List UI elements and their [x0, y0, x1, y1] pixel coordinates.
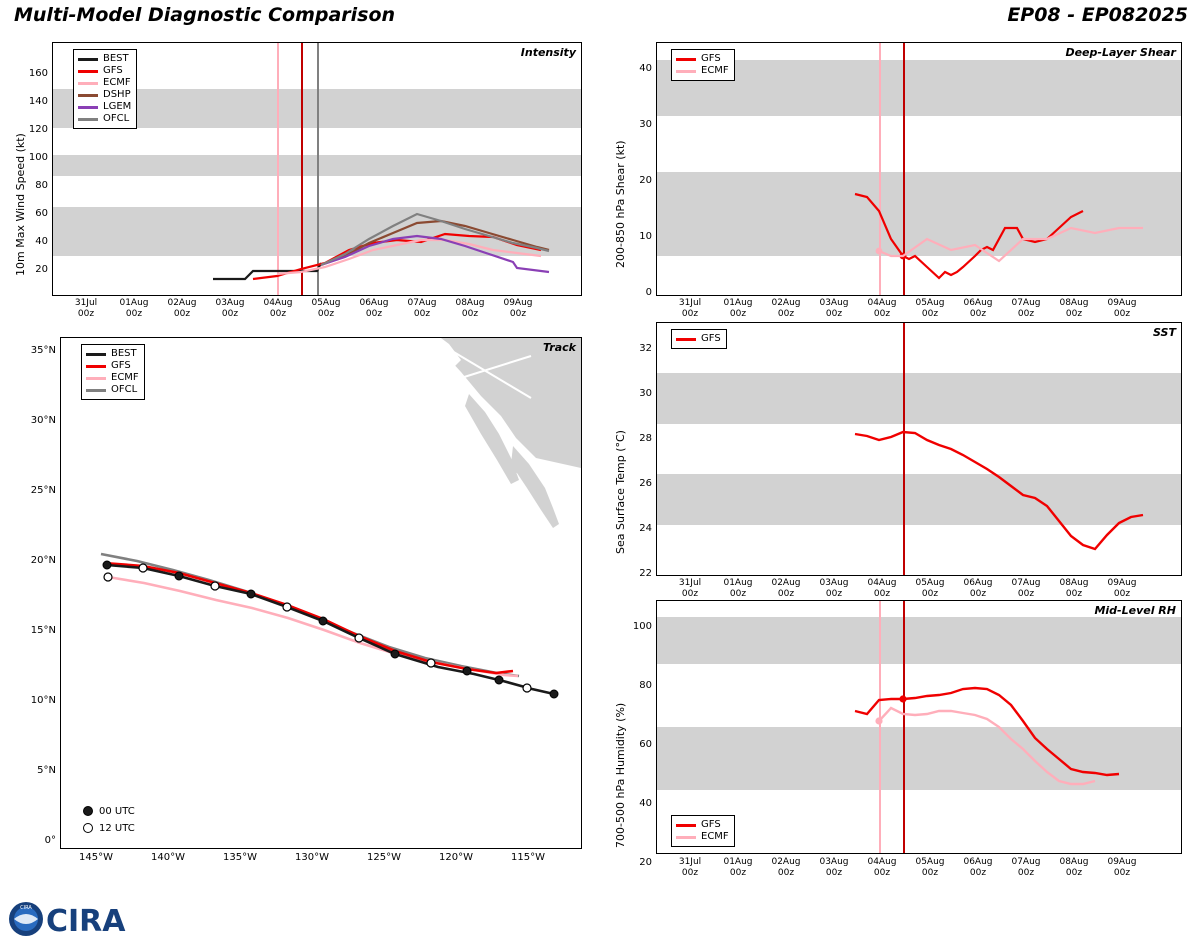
shear-ytick: 40 — [639, 63, 652, 74]
rh-panel — [600, 604, 1200, 900]
shear-lines — [657, 43, 1181, 295]
sst-xtick: 03Aug 00z — [819, 578, 849, 599]
intensity-xtick: 06Aug 00z — [359, 298, 389, 319]
intensity-xtick: 03Aug 00z — [215, 298, 245, 319]
shear-legend — [671, 49, 735, 81]
track-ytick: 5°N — [37, 765, 56, 776]
track-panel-label: Track — [543, 341, 576, 354]
intensity-panel — [0, 28, 600, 328]
intensity-xtick: 05Aug 00z — [311, 298, 341, 319]
rh-plot — [656, 600, 1182, 854]
track-ytick: 30°N — [30, 415, 56, 426]
shear-ytick: 30 — [639, 119, 652, 130]
legend-label: ECMF — [111, 372, 139, 383]
intensity-ytick: 100 — [28, 152, 48, 163]
rh-panel-label: Mid-Level RH — [1094, 604, 1176, 617]
shear-panel — [600, 28, 1200, 328]
rh-ytick: 80 — [639, 680, 652, 691]
sst-xtick: 31Jul 00z — [678, 578, 702, 599]
shear-xtick: 05Aug 00z — [915, 298, 945, 319]
sst-ytick: 24 — [639, 523, 652, 534]
intensity-ytick: 60 — [35, 208, 48, 219]
legend-label: GFS — [111, 360, 131, 371]
legend-swatch — [78, 82, 98, 85]
sst-ylabel: Sea Surface Temp (°C) — [614, 430, 627, 554]
sst-ytick: 26 — [639, 478, 652, 489]
track-xtick: 130°W — [295, 852, 329, 863]
sst-xtick: 01Aug 00z — [723, 578, 753, 599]
rh-ytick: 40 — [639, 798, 652, 809]
legend-label: GFS — [701, 333, 721, 344]
storm-id-label: EP08 - EP082025 — [1007, 4, 1188, 26]
intensity-ytick: 40 — [35, 236, 48, 247]
legend-swatch — [676, 70, 696, 73]
track-ytick: 0° — [44, 835, 56, 846]
svg-text:CIRA: CIRA — [20, 905, 32, 911]
shear-panel-label: Deep-Layer Shear — [1065, 46, 1176, 59]
track-legend — [81, 344, 145, 400]
rh-xtick: 06Aug 00z — [963, 857, 993, 878]
legend-swatch — [86, 353, 106, 356]
sst-plot — [656, 322, 1182, 576]
intensity-xtick: 09Aug 00z — [503, 298, 533, 319]
intensity-xtick: 31Jul 00z — [74, 298, 98, 319]
rh-xtick: 31Jul 00z — [678, 857, 702, 878]
rh-xtick: 01Aug 00z — [723, 857, 753, 878]
intensity-xtick: 04Aug 00z — [263, 298, 293, 319]
track-panel — [0, 325, 600, 895]
rh-legend — [671, 815, 735, 847]
legend-swatch — [78, 118, 98, 121]
track-ytick: 10°N — [30, 695, 56, 706]
legend-label: ECMF — [701, 65, 729, 76]
intensity-legend — [73, 49, 137, 129]
sst-xtick: 04Aug 00z — [867, 578, 897, 599]
rh-xtick: 02Aug 00z — [771, 857, 801, 878]
legend-swatch — [676, 836, 696, 839]
intensity-xtick: 02Aug 00z — [167, 298, 197, 319]
intensity-panel-label: Intensity — [520, 46, 576, 59]
sst-ytick: 30 — [639, 388, 652, 399]
legend-swatch — [676, 824, 696, 827]
intensity-xtick: 08Aug 00z — [455, 298, 485, 319]
track-ytick: 35°N — [30, 345, 56, 356]
page-title: Multi-Model Diagnostic Comparison — [14, 4, 396, 26]
sst-xtick: 05Aug 00z — [915, 578, 945, 599]
shear-ylabel: 200-850 hPa Shear (kt) — [614, 140, 627, 268]
rh-ytick: 100 — [632, 621, 652, 632]
sst-xtick: 09Aug 00z — [1107, 578, 1137, 599]
legend-swatch — [78, 70, 98, 73]
shear-ytick: 10 — [639, 231, 652, 242]
track-ytick: 20°N — [30, 555, 56, 566]
legend-label: OFCL — [111, 384, 138, 395]
sst-xtick: 02Aug 00z — [771, 578, 801, 599]
intensity-ytick: 160 — [28, 68, 48, 79]
shear-xtick: 01Aug 00z — [723, 298, 753, 319]
sst-ytick: 32 — [639, 343, 652, 354]
legend-label: GFS — [701, 53, 721, 64]
sst-panel — [600, 322, 1200, 612]
rh-lines — [657, 601, 1181, 853]
legend-label: DSHP — [103, 89, 131, 100]
marker-legend-label: 12 UTC — [99, 823, 135, 834]
legend-label: GFS — [701, 819, 721, 830]
legend-label: ECMF — [701, 831, 729, 842]
sst-panel-label: SST — [1153, 326, 1176, 339]
shear-xtick: 08Aug 00z — [1059, 298, 1089, 319]
intensity-ytick: 120 — [28, 124, 48, 135]
rh-xtick: 03Aug 00z — [819, 857, 849, 878]
intensity-ytick: 140 — [28, 96, 48, 107]
sst-xtick: 08Aug 00z — [1059, 578, 1089, 599]
marker-12utc-icon — [83, 823, 93, 833]
shear-ytick: 0 — [645, 287, 652, 298]
shear-xtick: 31Jul 00z — [678, 298, 702, 319]
legend-swatch — [86, 377, 106, 380]
legend-label: ECMF — [103, 77, 131, 88]
track-ytick: 15°N — [30, 625, 56, 636]
rh-xtick: 08Aug 00z — [1059, 857, 1089, 878]
legend-label: LGEM — [103, 101, 132, 112]
svg-text:CIRA: CIRA — [46, 904, 126, 939]
track-lines — [61, 338, 581, 848]
rh-xtick: 04Aug 00z — [867, 857, 897, 878]
intensity-plot — [52, 42, 582, 296]
sst-lines — [657, 323, 1181, 575]
shear-xtick: 07Aug 00z — [1011, 298, 1041, 319]
track-xtick: 145°W — [79, 852, 113, 863]
legend-swatch — [86, 365, 106, 368]
sst-xtick: 06Aug 00z — [963, 578, 993, 599]
intensity-xtick: 01Aug 00z — [119, 298, 149, 319]
intensity-ytick: 80 — [35, 180, 48, 191]
track-xtick: 115°W — [511, 852, 545, 863]
legend-label: OFCL — [103, 113, 130, 124]
legend-swatch — [86, 389, 106, 392]
rh-xtick: 05Aug 00z — [915, 857, 945, 878]
shear-plot — [656, 42, 1182, 296]
legend-swatch — [78, 94, 98, 97]
track-ytick: 25°N — [30, 485, 56, 496]
intensity-xtick: 07Aug 00z — [407, 298, 437, 319]
track-marker-legend — [83, 806, 135, 834]
sst-xtick: 07Aug 00z — [1011, 578, 1041, 599]
shear-xtick: 09Aug 00z — [1107, 298, 1137, 319]
shear-xtick: 02Aug 00z — [771, 298, 801, 319]
intensity-ylabel: 10m Max Wind Speed (kt) — [14, 133, 27, 276]
legend-swatch — [78, 106, 98, 109]
shear-xtick: 04Aug 00z — [867, 298, 897, 319]
intensity-ytick: 20 — [35, 264, 48, 275]
track-xtick: 120°W — [439, 852, 473, 863]
track-plot — [60, 337, 582, 849]
sst-ytick: 22 — [639, 568, 652, 579]
rh-ytick: 60 — [639, 739, 652, 750]
track-xtick: 140°W — [151, 852, 185, 863]
shear-xtick: 03Aug 00z — [819, 298, 849, 319]
rh-xtick: 07Aug 00z — [1011, 857, 1041, 878]
legend-label: BEST — [103, 53, 129, 64]
sst-ytick: 28 — [639, 433, 652, 444]
sst-legend — [671, 329, 727, 349]
legend-label: GFS — [103, 65, 123, 76]
marker-00utc-icon — [83, 806, 93, 816]
shear-ytick: 20 — [639, 175, 652, 186]
legend-swatch — [676, 58, 696, 61]
legend-swatch — [676, 338, 696, 341]
track-xtick: 135°W — [223, 852, 257, 863]
rh-ylabel: 700-500 hPa Humidity (%) — [614, 702, 627, 848]
rh-ytick: 20 — [639, 857, 652, 868]
legend-label: BEST — [111, 348, 137, 359]
track-xtick: 125°W — [367, 852, 401, 863]
marker-legend-label: 00 UTC — [99, 806, 135, 817]
shear-xtick: 06Aug 00z — [963, 298, 993, 319]
legend-swatch — [78, 58, 98, 61]
rh-xtick: 09Aug 00z — [1107, 857, 1137, 878]
